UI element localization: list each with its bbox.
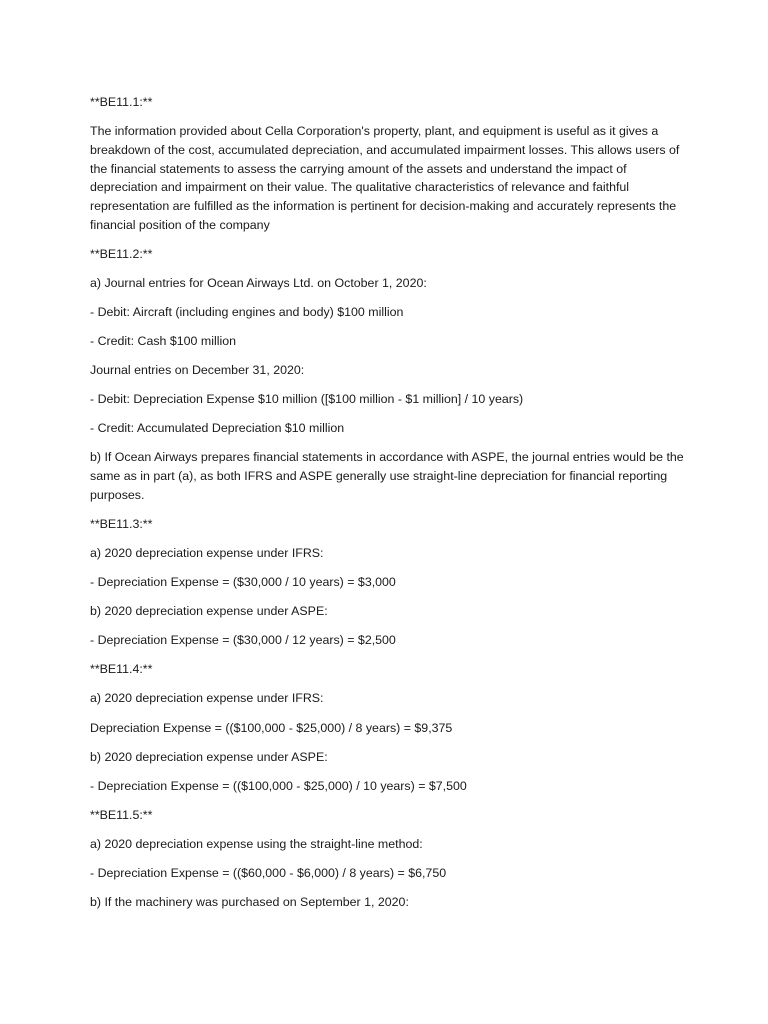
journal-entry-line: - Credit: Accumulated Depreciation $10 million — [90, 421, 345, 436]
calculation-line: - Depreciation Expense = ($30,000 / 12 years) = $2,500 — [90, 633, 396, 648]
paragraph: Journal entries on December 31, 2020: — [90, 363, 305, 378]
section-heading-be11-5: **BE11.5:** — [90, 807, 153, 822]
paragraph-be11-1-answer: The information provided about Cella Corporation's property, plant, and equipment is useful as it gives a breakdown of the cost, accumulated depreciation, and accumulated impairment losses. This allows users of the financial statements to assess the carrying amount of the assets and understand the impact of depreciation and impairment on their value. The qualitative characteristics of relevance and faithful representation are fulfilled as the information is pertinent for decision-making and accurately represents the financial position of the company — [90, 124, 680, 232]
section-heading-be11-2: **BE11.2:** — [90, 246, 153, 261]
calculation-line: - Depreciation Expense = (($100,000 - $25,000) / 10 years) = $7,500 — [90, 778, 467, 793]
journal-entry-line: - Debit: Depreciation Expense $10 million ([$100 million - $1 million] / 10 years) — [90, 392, 524, 407]
calculation-line: - Depreciation Expense = ($30,000 / 10 years) = $3,000 — [90, 575, 396, 590]
section-heading-be11-3: **BE11.3:** — [90, 516, 153, 531]
paragraph: a) 2020 depreciation expense under IFRS: — [90, 691, 324, 706]
paragraph: a) 2020 depreciation expense under IFRS: — [90, 545, 324, 560]
section-heading-be11-1: **BE11.1:** — [90, 95, 153, 109]
section-heading-be11-4: **BE11.4:** — [90, 662, 153, 677]
paragraph: a) 2020 depreciation expense using the straight-line method: — [90, 836, 423, 851]
journal-entry-line: - Credit: Cash $100 million — [90, 333, 236, 348]
paragraph: b) If Ocean Airways prepares financial statements in accordance with ASPE, the journal entries would be the same as in part (a), as both IFRS and ASPE generally use straight-line depreciation for financial reporting purposes. — [90, 450, 684, 502]
document-body — [90, 93, 688, 922]
journal-entry-line: - Debit: Aircraft (including engines and body) $100 million — [90, 304, 404, 319]
paragraph: b) 2020 depreciation expense under ASPE: — [90, 604, 328, 619]
paragraph: b) If the machinery was purchased on September 1, 2020: — [90, 895, 409, 910]
paragraph: a) Journal entries for Ocean Airways Ltd. on October 1, 2020: — [90, 275, 427, 290]
calculation-line: Depreciation Expense = (($100,000 - $25,000) / 8 years) = $9,375 — [90, 720, 453, 735]
calculation-line: - Depreciation Expense = (($60,000 - $6,000) / 8 years) = $6,750 — [90, 865, 447, 880]
paragraph: b) 2020 depreciation expense under ASPE: — [90, 749, 328, 764]
